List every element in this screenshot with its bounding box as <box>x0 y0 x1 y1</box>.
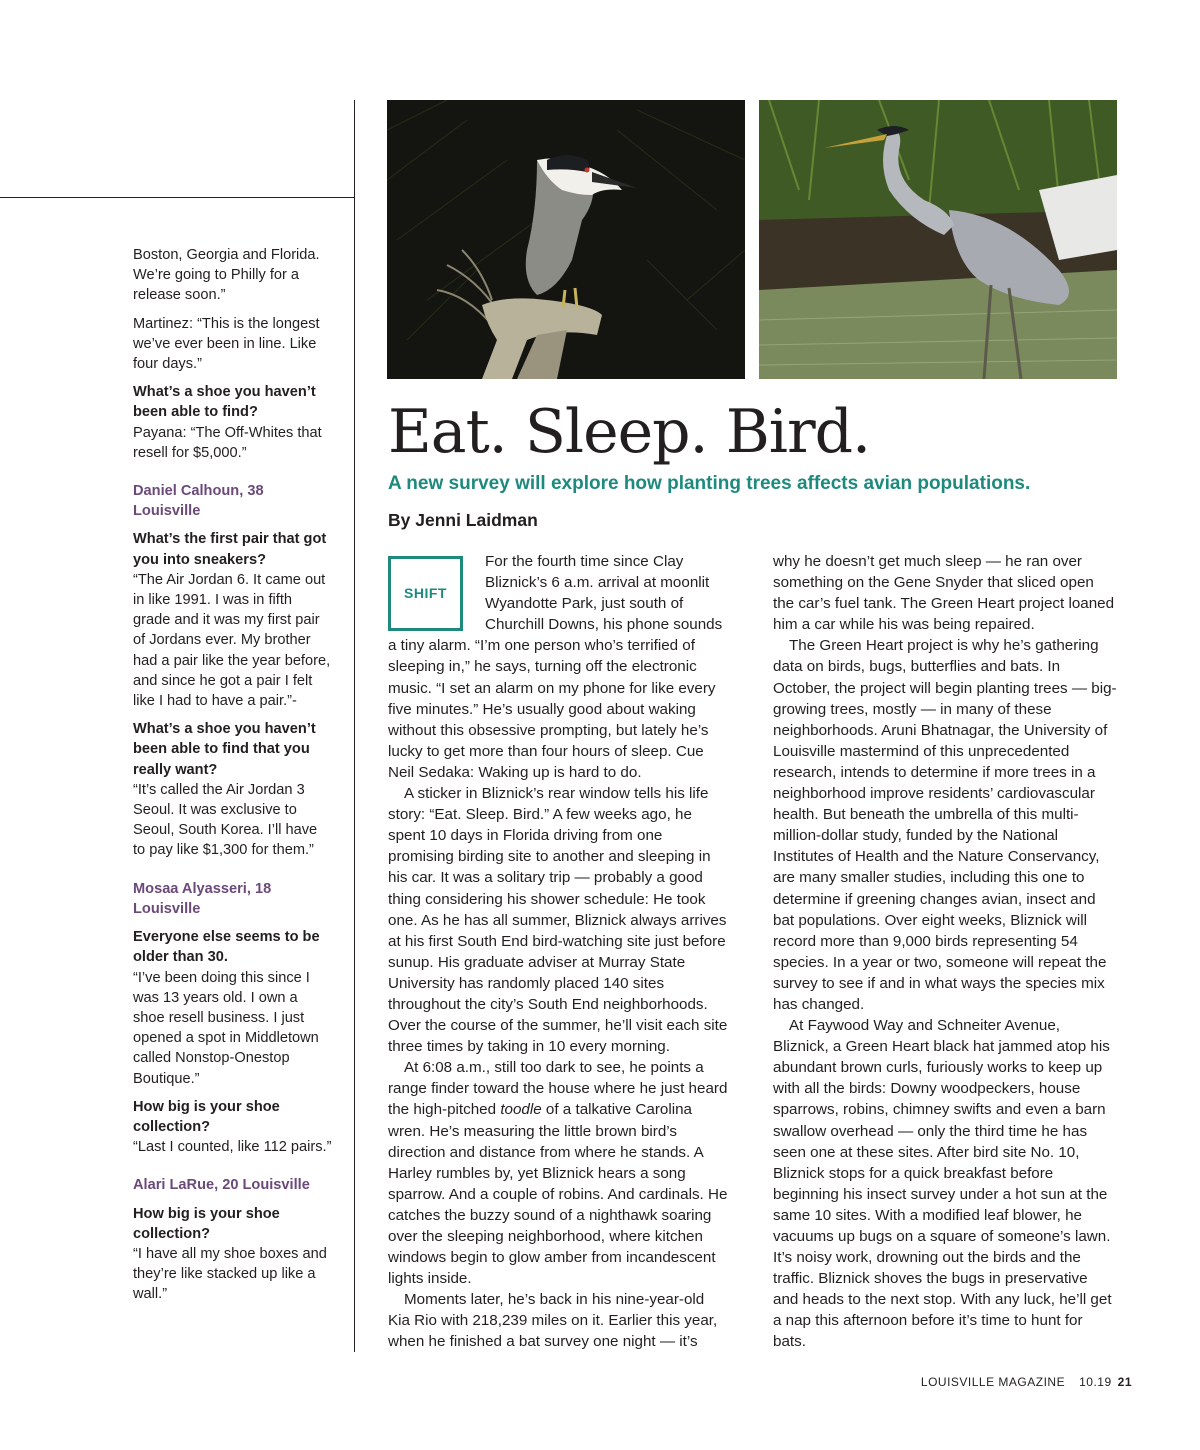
great-blue-heron-photo <box>759 100 1117 379</box>
sidebar-qa <box>133 382 333 463</box>
sidebar-answer: “Last I counted, like 112 pairs.” <box>133 1139 332 1156</box>
article-paragraph: why he doesn’t get much sleep — he ran over something on the Gene Snyder that sliced open the car’s fuel tank. The Green Heart project loaned him a car while his was being repaired. <box>773 553 1115 634</box>
sidebar-question: Everyone else seems to be older than 30. <box>133 929 320 966</box>
section-label: SHIFT <box>404 584 447 601</box>
article-byline: By Jenni Laidman <box>388 510 538 530</box>
sidebar-answer: “The Air Jordan 6. It came out in like 1991. I was in fifth grade and it was my first pair of Jordans ever. My brother had a pair like the year before, and since he got a pair I felt like I had to have a pair.”- <box>133 571 331 710</box>
magazine-name: LOUISVILLE MAGAZINE <box>920 1375 1066 1389</box>
article-paragraph: A sticker in Bliznick’s rear window tells his life story: “Eat. Sleep. Bird.” A few weeks ago, he spent 10 days in Florida driving from one promising birding site to another and sleeping in his car. It was a solitary trip — probably a good thing considering his shower schedule: He took one. As he has all summer, Bliznick always arrives at his first South End bird-watching site just before sunup. His graduate adviser at Murray State University has randomly placed 140 sites throughout the city’s South End neighborhoods. Over the course of the summer, he’ll visit each site three times by taking in 10 every morning. <box>388 785 728 1056</box>
sidebar-person-name: Alari LaRue, 20 Louisville <box>133 1177 310 1194</box>
sidebar-question: How big is your shoe collection? <box>133 1205 280 1242</box>
page-number: 21 <box>1117 1375 1132 1389</box>
article-headline: Eat. Sleep. Bird. <box>388 397 871 467</box>
sidebar-qa <box>133 1204 333 1305</box>
issue-date: 10.19 <box>1079 1375 1112 1389</box>
sidebar-qa <box>133 1097 333 1158</box>
section-label-box <box>388 556 463 631</box>
sidebar-person-name: Daniel Calhoun, 38 Louisville <box>133 483 264 520</box>
paragraph-italic-text: toodle <box>500 1101 542 1119</box>
sidebar-answer: Payana: “The Off-Whites that resell for $5,000.” <box>133 424 322 461</box>
sidebar-qa <box>133 719 333 860</box>
night-heron-photo <box>387 100 745 379</box>
article-deck: A new survey will explore how planting trees affects avian populations. <box>388 473 1031 494</box>
article-paragraph: At Faywood Way and Schneiter Avenue, Bliznick, a Green Heart black hat jammed atop his abundant brown curls, furiously works to keep up with all the birds: Downy woodpeckers, house sparrows, robins, chimney swifts and even a barn swallow overhead — only the third time he has seen one at these sites. After bird site No. 10, Bliznick stops for a quick breakfast before beginning his insect survey under a hot sun at the same 10 sites. With a modified leaf blower, he vacuums up bugs on a square of someone’s lawn. It’s noisy work, drowning out the birds and the traffic. Bliznick shoves the bugs in preservative and heads to the next stop. With any luck, he’ll get a nap this afternoon before it’s time to hunt for bats. <box>773 1017 1112 1351</box>
sidebar-person-name: Mosaa Alyasseri, 18 Louisville <box>133 880 272 917</box>
sidebar-text: Boston, Georgia and Florida. We’re going to Philly for a release soon.” <box>133 247 320 304</box>
sidebar-answer: “I’ve been doing this since I was 13 years old. I own a shoe resell business. I just opened a spot in Middletown called Nonstop-Onestop Boutique.” <box>133 969 319 1087</box>
article-paragraph: For the fourth time since Clay Bliznick’s 6 a.m. arrival at moonlit Wyandotte Park, just south of Churchill Downs, his phone sounds a tiny alarm. “I’m one person who’s terrified of sleeping in,” he says, turning off the electronic music. “I set an alarm on my phone for like every five minutes.” He’s usually good about waking without this obsessive prompting, but lately he’s lucky to get more than four hours of sleep. Cue Neil Sedaka: Waking up is hard to do. <box>388 553 723 781</box>
sidebar-qa <box>133 529 333 711</box>
sidebar-question: How big is your shoe collection? <box>133 1098 280 1135</box>
sidebar-text: Martinez: “This is the longest we’ve ever been in line. Like four days.” <box>133 315 320 373</box>
paragraph-text: of a talkative Carolina wren. He’s measuring the little brown bird’s direction and distance from where he stands. A Harley rumbles by, yet Bliznick hears a song sparrow. And a couple of robins. And cardinals. He catches the buzzy sound of a nighthawk soaring over the sleeping neighborhood, where kitchen windows begin to glow amber from incandescent lights inside. <box>388 1101 728 1288</box>
sidebar-top-rule <box>0 197 355 198</box>
great-blue-heron-illustration <box>759 100 1117 379</box>
sidebar-question: What’s a shoe you haven’t been able to find that you really want? <box>133 721 316 778</box>
article-paragraph: The Green Heart project is why he’s gathering data on birds, bugs, butterflies and bats. In October, the project will begin planting trees — big-growing trees, mostly — in many of these neighborhoods. Aruni Bhatnagar, the University of Louisville mastermind of this unprecedented research, intends to determine if more trees in a neighborhood improve residents’ cardiovascular health. But beneath the umbrella of this multi-million-dollar study, funded by the National Institutes of Health and the Nature Conservancy, are many smaller studies, including this one to determine if greening changes avian, insect and bat populations. Over eight weeks, Bliznick will record more than 9,000 birds representing 54 species. In a year or two, someone will repeat the survey to see if and in what ways the species mix has changed. <box>773 637 1117 1013</box>
page-footer <box>921 1375 1132 1389</box>
article-paragraph: Moments later, he’s back in his nine-year-old Kia Rio with 218,239 miles on it. Earlier this year, when he finished a bat survey one night — it’s <box>388 1291 718 1351</box>
sidebar-answer: “I have all my shoe boxes and they’re like stacked up like a wall.” <box>133 1245 327 1303</box>
sidebar-question: What’s the first pair that got you into sneakers? <box>133 531 327 568</box>
article-column-1 <box>388 551 730 1353</box>
night-heron-illustration <box>387 100 745 379</box>
article-column-2 <box>773 551 1117 1353</box>
sidebar-answer: “It’s called the Air Jordan 3 Seoul. It was exclusive to Seoul, South Korea. I’ll have to pay like $1,300 for them.” <box>133 781 318 859</box>
sidebar-question: What’s a shoe you haven’t been able to find? <box>133 384 316 421</box>
column-divider-rule <box>354 100 355 1352</box>
sidebar-qa <box>133 927 333 1089</box>
article-paragraph <box>388 1057 730 1289</box>
paragraph-text: At 6:08 a.m., still too dark to see, he points a range finder toward the house where he just heard the high-pitched <box>388 1059 728 1119</box>
sidebar-interviews <box>133 245 333 1313</box>
